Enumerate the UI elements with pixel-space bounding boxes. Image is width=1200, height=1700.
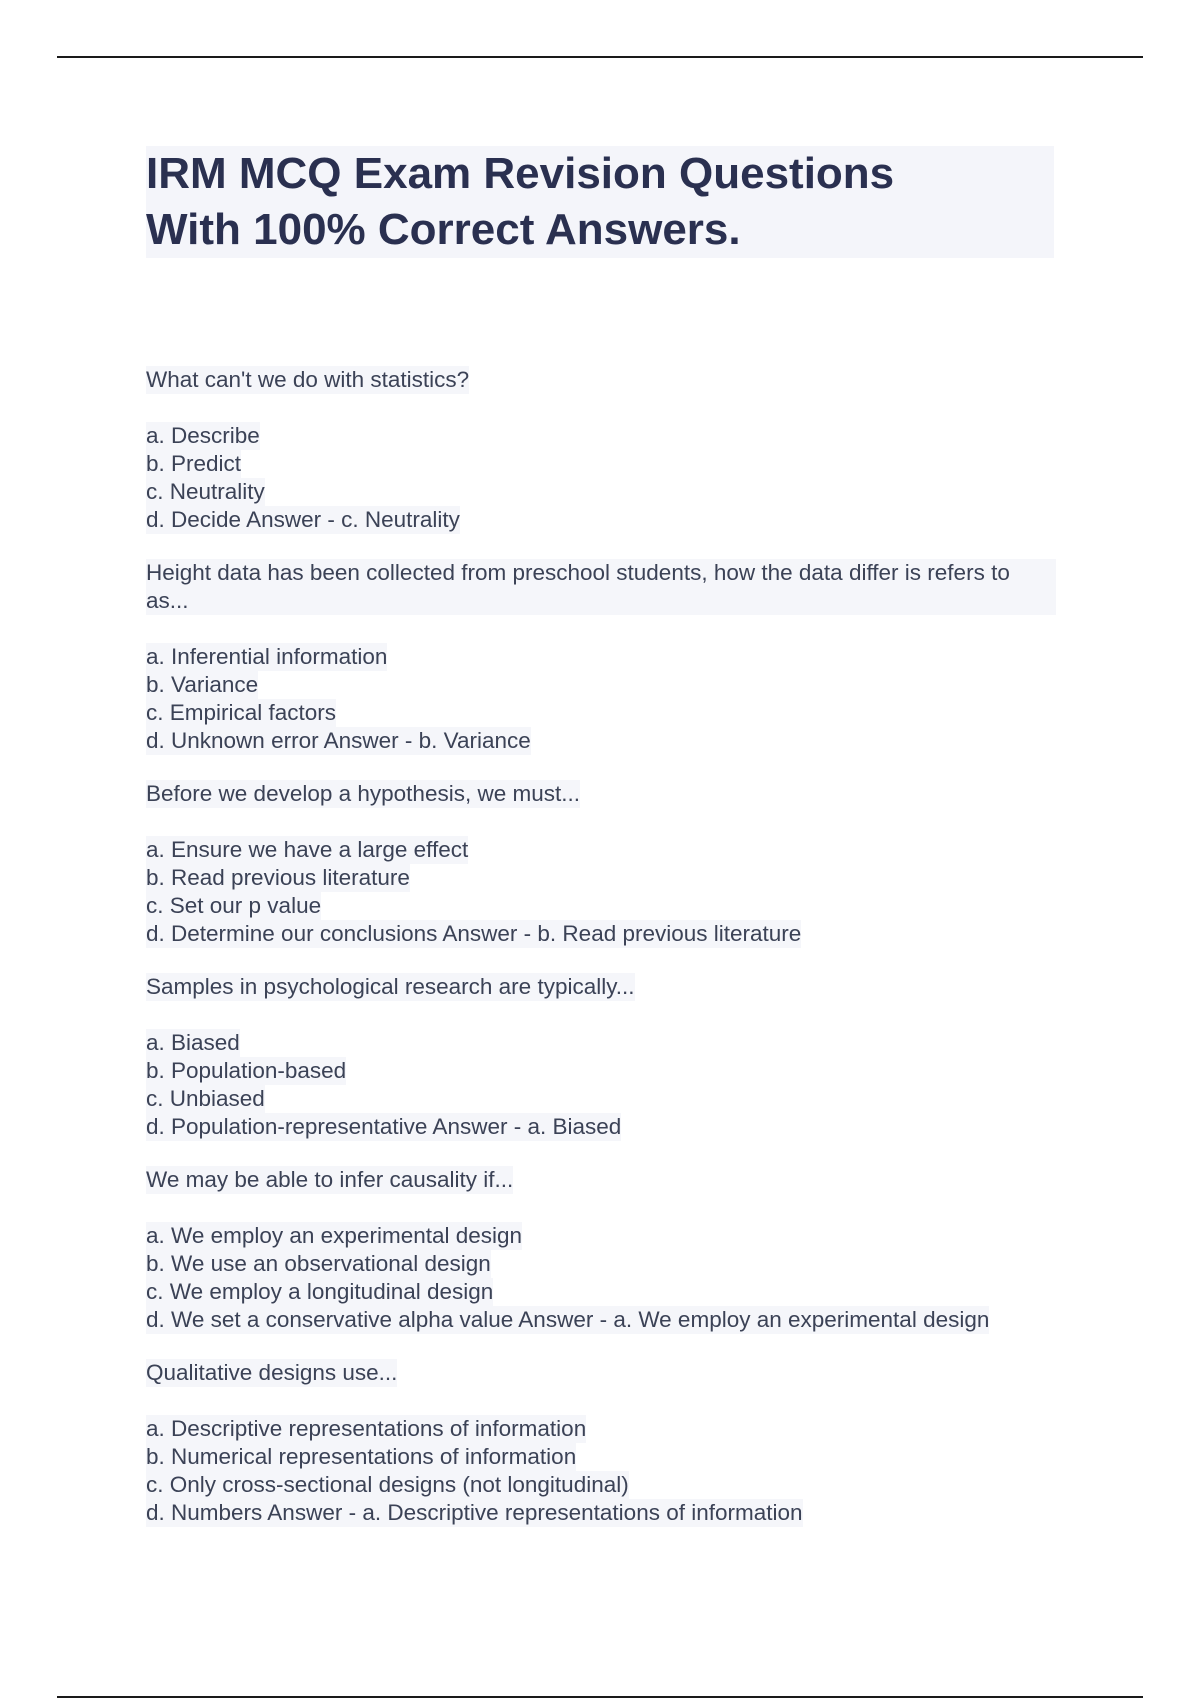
question-list [146, 366, 1076, 1552]
option-c: c. Empirical factors [146, 700, 337, 725]
question-block [146, 366, 1076, 534]
question-text: We may be able to infer causality if... [146, 1167, 514, 1192]
option-d-with-answer: d. Determine our conclusions Answer - b. Read previous literature [146, 921, 802, 946]
option-b: b. Predict [146, 451, 242, 476]
option-c: c. Neutrality [146, 479, 265, 504]
option-b: b. Numerical representations of information [146, 1444, 577, 1469]
option-d-with-answer: d. Population-representative Answer - a. Biased [146, 1114, 622, 1139]
question-block [146, 1359, 1076, 1527]
option-b: b. We use an observational design [146, 1251, 491, 1276]
option-d-with-answer: d. Unknown error Answer - b. Variance [146, 728, 531, 753]
top-rule [57, 56, 1143, 58]
option-c: c. Set our p value [146, 893, 322, 918]
option-d-with-answer: d. We set a conservative alpha value Answer - a. We employ an experimental design [146, 1307, 990, 1332]
title-line-1: IRM MCQ Exam Revision Questions [146, 149, 895, 198]
bottom-rule [57, 1696, 1143, 1698]
question-block [146, 780, 1076, 948]
option-c: c. We employ a longitudinal design [146, 1279, 494, 1304]
question-text: Before we develop a hypothesis, we must... [146, 781, 580, 806]
option-a: a. Ensure we have a large effect [146, 837, 469, 862]
option-a: a. Inferential information [146, 644, 388, 669]
option-a: a. Descriptive representations of information [146, 1416, 587, 1441]
option-b: b. Variance [146, 672, 259, 697]
document-title [146, 146, 1054, 258]
option-d-with-answer: d. Decide Answer - c. Neutrality [146, 507, 460, 532]
option-a: a. Biased [146, 1030, 240, 1055]
option-c: c. Unbiased [146, 1086, 265, 1111]
option-a: a. We employ an experimental design [146, 1223, 523, 1248]
option-b: b. Read previous literature [146, 865, 410, 890]
question-text: Height data has been collected from preschool students, how the data differ is refers to as... [146, 559, 1056, 615]
question-block [146, 973, 1076, 1141]
option-b: b. Population-based [146, 1058, 347, 1083]
question-block [146, 559, 1076, 755]
question-text: What can't we do with statistics? [146, 367, 470, 392]
question-text: Qualitative designs use... [146, 1360, 398, 1385]
option-a: a. Describe [146, 423, 260, 448]
title-line-2: With 100% Correct Answers. [146, 205, 741, 254]
option-c: c. Only cross-sectional designs (not longitudinal) [146, 1472, 629, 1497]
question-text: Samples in psychological research are typically... [146, 974, 635, 999]
option-d-with-answer: d. Numbers Answer - a. Descriptive representations of information [146, 1500, 803, 1525]
question-block [146, 1166, 1076, 1334]
